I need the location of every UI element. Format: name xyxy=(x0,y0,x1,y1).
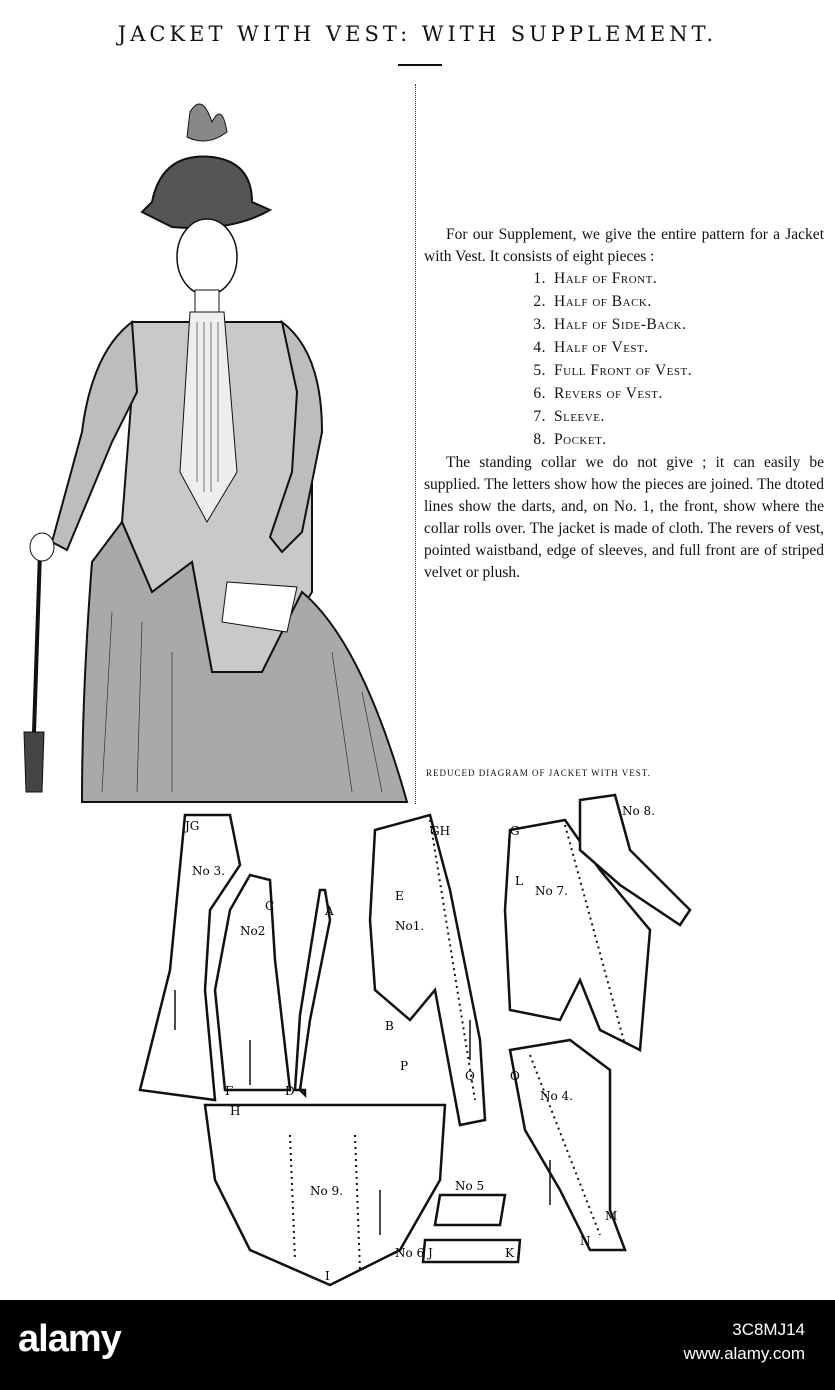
label-n: N xyxy=(580,1234,591,1248)
label-o: O xyxy=(510,1069,520,1083)
image-id: 3C8MJ14 xyxy=(732,1320,805,1339)
label-b: B xyxy=(385,1019,394,1033)
label-i: I xyxy=(325,1269,330,1283)
label-q: Q xyxy=(465,1069,475,1083)
label-d: D xyxy=(285,1084,295,1098)
label-j: J xyxy=(428,1246,433,1260)
label-m: M xyxy=(605,1209,618,1223)
label-no4: No 4. xyxy=(540,1089,573,1103)
label-no1: No1. xyxy=(395,919,425,933)
list-item: 4. Half of Vest. xyxy=(533,339,649,356)
piece-back xyxy=(295,890,330,1095)
label-no3: No 3. xyxy=(192,864,225,878)
piece-no5 xyxy=(435,1195,505,1225)
label-f: F xyxy=(225,1084,234,1098)
list-item: 8. Pocket. xyxy=(533,431,607,448)
label-p: P xyxy=(400,1059,409,1073)
label-no8: No 8. xyxy=(622,804,655,818)
label-l: L xyxy=(515,874,523,888)
pieces-list xyxy=(424,268,824,452)
site-url: www.alamy.com xyxy=(683,1344,805,1363)
page-title: JACKET WITH VEST: WITH SUPPLEMENT. xyxy=(117,22,718,46)
list-item: 7. Sleeve. xyxy=(533,408,605,425)
description-text xyxy=(424,224,824,584)
column-divider xyxy=(415,84,416,804)
label-jg: JG xyxy=(185,819,200,833)
list-item: 1. Half of Front. xyxy=(533,270,658,287)
pattern-diagram xyxy=(130,790,720,1295)
list-item: 3. Half of Side-Back. xyxy=(533,316,687,333)
label-h: H xyxy=(230,1104,241,1118)
list-item: 6. Revers of Vest. xyxy=(533,385,663,402)
stock-info xyxy=(683,1320,805,1364)
title-rule xyxy=(398,64,442,66)
label-c: C xyxy=(265,899,275,913)
list-item: 2. Half of Back. xyxy=(533,293,652,310)
label-no5: No 5 xyxy=(455,1179,485,1193)
diagram-caption: REDUCED DIAGRAM OF JACKET WITH VEST. xyxy=(426,768,651,778)
label-g: G xyxy=(510,824,520,838)
list-item: 5. Full Front of Vest. xyxy=(533,362,693,379)
intro-paragraph: For our Supplement, we give the entire pattern for a Jacket with Vest. It consists of eight pieces : xyxy=(424,226,824,265)
label-gh: GH xyxy=(430,824,451,838)
label-no6: No 6 xyxy=(395,1246,425,1260)
body-paragraph: The standing collar we do not give ; it can easily be supplied. The letters show how the pieces are joined. The dtoted lines show the darts, and, on No. 1, the front, show where the collar rolls over. The jacket is made of cloth. The revers of vest, pointed waistband, edge of sleeves, and full front are of striped velvet or plush. xyxy=(424,454,824,581)
label-e: E xyxy=(395,889,404,903)
jacket-illustration xyxy=(12,92,410,807)
label-no9: No 9. xyxy=(310,1184,343,1198)
brand-logo: alamy xyxy=(18,1318,121,1360)
label-no7: No 7. xyxy=(535,884,568,898)
piece-no2 xyxy=(215,875,290,1090)
label-a: A xyxy=(325,904,334,918)
label-no2: No2 xyxy=(240,924,266,938)
label-k: K xyxy=(505,1246,514,1260)
